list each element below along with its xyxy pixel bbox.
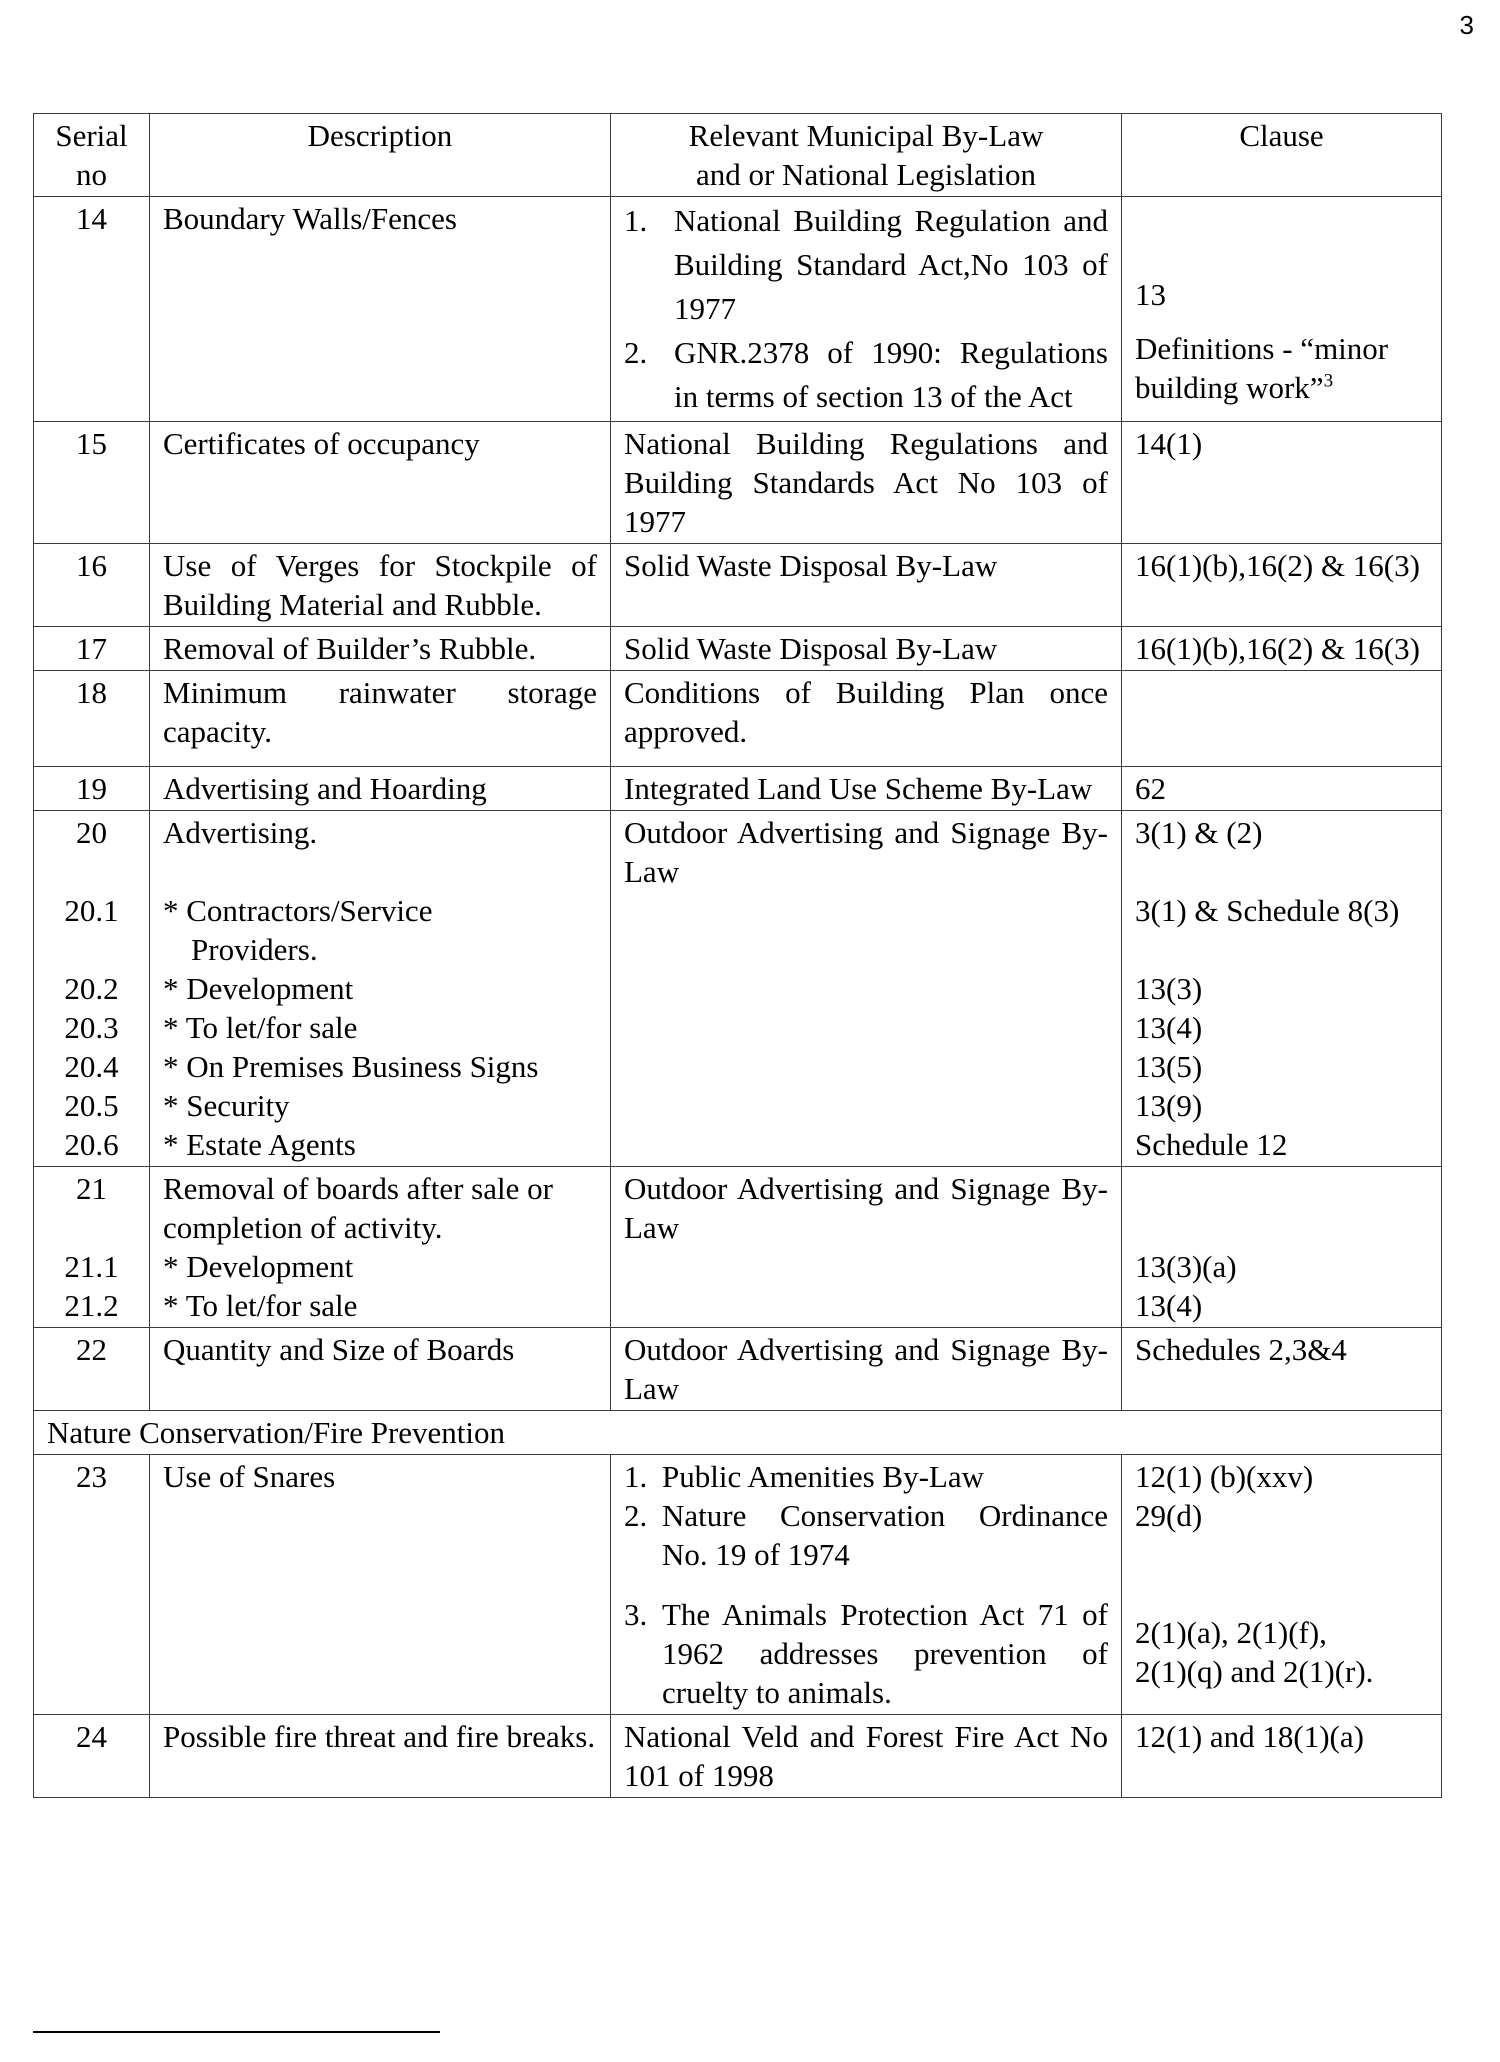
description-cell [150, 1167, 611, 1328]
legislation-item [624, 1595, 1108, 1712]
table-row [34, 1328, 1442, 1411]
section-title: Nature Conservation/Fire Prevention [34, 1411, 1442, 1455]
legislation-cell: Conditions of Building Plan once approved. [611, 671, 1122, 767]
serial-value: 20.2 [64, 971, 119, 1006]
header-legislation-line1: Relevant Municipal By-Law [688, 118, 1044, 153]
description-cell: Quantity and Size of Boards [150, 1328, 611, 1411]
clause-value: Schedule 12 [1135, 1127, 1288, 1162]
legislation-cell: National Veld and Forest Fire Act No 101 of 1998 [611, 1715, 1122, 1798]
serial-cell: 18 [34, 671, 150, 767]
legislation-cell [611, 1455, 1122, 1715]
table-row [34, 627, 1442, 671]
serial-value: 21.2 [64, 1288, 119, 1323]
legislation-cell: Outdoor Advertising and Signage By-Law [611, 1328, 1122, 1411]
description-value: * Development [163, 1249, 354, 1284]
serial-value: 20.4 [64, 1049, 119, 1084]
serial-cell [34, 1167, 150, 1328]
description-cell: Possible fire threat and fire breaks. [150, 1715, 611, 1798]
clause-value: 3(1) & Schedule 8(3) [1135, 893, 1400, 928]
serial-value: 20.5 [64, 1088, 119, 1123]
description-value: * Contractors/Service [163, 893, 433, 928]
legislation-cell: Solid Waste Disposal By-Law [611, 627, 1122, 671]
clause-value [1135, 329, 1428, 407]
description-value: Providers. [191, 932, 318, 967]
clause-value: 13(3) [1135, 971, 1203, 1006]
clause-cell [1122, 671, 1442, 767]
description-cell: Certificates of occupancy [150, 422, 611, 544]
description-value: * On Premises Business Signs [163, 1049, 539, 1084]
legislation-item-number: 1. [624, 1459, 648, 1494]
clause-cell [1122, 1167, 1442, 1328]
legislation-cell: Outdoor Advertising and Signage By-Law [611, 1167, 1122, 1328]
description-cell: Minimum rainwater storage capacity. [150, 671, 611, 767]
clause-value: 2(1)(q) and 2(1)(r). [1135, 1654, 1374, 1689]
description-value: * To let/for sale [163, 1288, 358, 1323]
serial-value: 20.3 [64, 1010, 119, 1045]
table-row [34, 1455, 1442, 1715]
serial-cell: 19 [34, 767, 150, 811]
legislation-item [624, 1457, 1108, 1496]
legislation-item-text: GNR.2378 of 1990: Regulations in terms of section 13 of the Act [674, 335, 1108, 414]
legislation-cell: Outdoor Advertising and Signage By-Law [611, 811, 1122, 1167]
description-value: * To let/for sale [163, 1010, 358, 1045]
legislation-item-number: 3. [624, 1597, 648, 1632]
clause-cell: 62 [1122, 767, 1442, 811]
clause-value: 3(1) & (2) [1135, 815, 1263, 850]
description-value: Removal of boards after sale or completion of activity. [163, 1171, 553, 1245]
description-value: * Estate Agents [163, 1127, 356, 1162]
serial-value: 20 [76, 815, 107, 850]
description-cell: Advertising and Hoarding [150, 767, 611, 811]
serial-cell: 16 [34, 544, 150, 627]
legislation-item-text: Nature Conservation Ordinance No. 19 of 1974 [662, 1498, 1108, 1572]
header-legislation-line2: and or National Legislation [695, 157, 1037, 192]
clause-value: 13(5) [1135, 1049, 1203, 1084]
description-cell: Use of Snares [150, 1455, 611, 1715]
description-cell [150, 811, 611, 1167]
clause-cell [1122, 811, 1442, 1167]
table-row [34, 544, 1442, 627]
legislation-item-number: 1. [624, 203, 648, 238]
serial-value: 21.1 [64, 1249, 119, 1284]
table-row [34, 671, 1442, 767]
serial-cell: 15 [34, 422, 150, 544]
footnote-separator [33, 2031, 440, 2033]
clause-cell: 16(1)(b),16(2) & 16(3) [1122, 627, 1442, 671]
serial-cell: 14 [34, 197, 150, 422]
clause-value: 13(9) [1135, 1088, 1203, 1123]
legislation-item [624, 1496, 1108, 1574]
clause-value: 13(3)(a) [1135, 1249, 1237, 1284]
description-cell: Use of Verges for Stockpile of Building Material and Rubble. [150, 544, 611, 627]
legislation-cell: Integrated Land Use Scheme By-Law [611, 767, 1122, 811]
serial-value: 20.1 [64, 893, 119, 928]
clause-value: 13(4) [1135, 1288, 1203, 1323]
legislation-item-text: National Building Regulation and Building Standard Act,No 103 of 1977 [674, 203, 1108, 326]
legislation-item-text: The Animals Protection Act 71 of 1962 addresses prevention of cruelty to animals. [662, 1597, 1108, 1710]
legislation-cell [611, 197, 1122, 422]
serial-cell: 24 [34, 1715, 150, 1798]
clause-value: 2(1)(a), 2(1)(f), [1135, 1615, 1327, 1650]
legislation-item-number: 2. [624, 335, 648, 370]
legislation-cell: Solid Waste Disposal By-Law [611, 544, 1122, 627]
description-value: * Development [163, 971, 354, 1006]
page-number: 3 [1459, 10, 1474, 40]
header-description: Description [150, 114, 611, 197]
clause-cell: 16(1)(b),16(2) & 16(3) [1122, 544, 1442, 627]
clause-value: 12(1) (b)(xxv) [1135, 1459, 1314, 1494]
clause-cell [1122, 1455, 1442, 1715]
header-clause: Clause [1122, 114, 1442, 197]
table-row [34, 1167, 1442, 1328]
description-cell: Boundary Walls/Fences [150, 197, 611, 422]
description-cell: Removal of Builder’s Rubble. [150, 627, 611, 671]
description-value: Advertising. [163, 815, 318, 850]
table-row [34, 422, 1442, 544]
clause-cell: 14(1) [1122, 422, 1442, 544]
header-serial: Serial no [34, 114, 150, 197]
section-header-row [34, 1411, 1442, 1455]
serial-value: 21 [76, 1171, 107, 1206]
table-row [34, 811, 1442, 1167]
table-row [34, 1715, 1442, 1798]
header-legislation [611, 114, 1122, 197]
legislation-item-text: Public Amenities By-Law [662, 1459, 985, 1494]
legislation-table [33, 113, 1442, 1798]
clause-cell [1122, 197, 1442, 422]
serial-cell: 22 [34, 1328, 150, 1411]
clause-value: 29(d) [1135, 1498, 1203, 1533]
table-row [34, 197, 1442, 422]
description-value: * Security [163, 1088, 290, 1123]
clause-cell: 12(1) and 18(1)(a) [1122, 1715, 1442, 1798]
footnote-marker: 3 [1323, 370, 1334, 392]
serial-value: 20.6 [64, 1127, 119, 1162]
table-header-row [34, 114, 1442, 197]
serial-cell: 23 [34, 1455, 150, 1715]
legislation-item [624, 331, 1108, 419]
legislation-item-number: 2. [624, 1498, 648, 1533]
clause-text: Definitions - “minor building work” [1135, 331, 1389, 405]
clause-cell: Schedules 2,3&4 [1122, 1328, 1442, 1411]
table-row [34, 767, 1442, 811]
clause-value: 13(4) [1135, 1010, 1203, 1045]
serial-cell: 17 [34, 627, 150, 671]
serial-cell [34, 811, 150, 1167]
legislation-item [624, 199, 1108, 331]
clause-value: 13 [1135, 277, 1166, 312]
legislation-cell: National Building Regulations and Building Standards Act No 103 of 1977 [611, 422, 1122, 544]
